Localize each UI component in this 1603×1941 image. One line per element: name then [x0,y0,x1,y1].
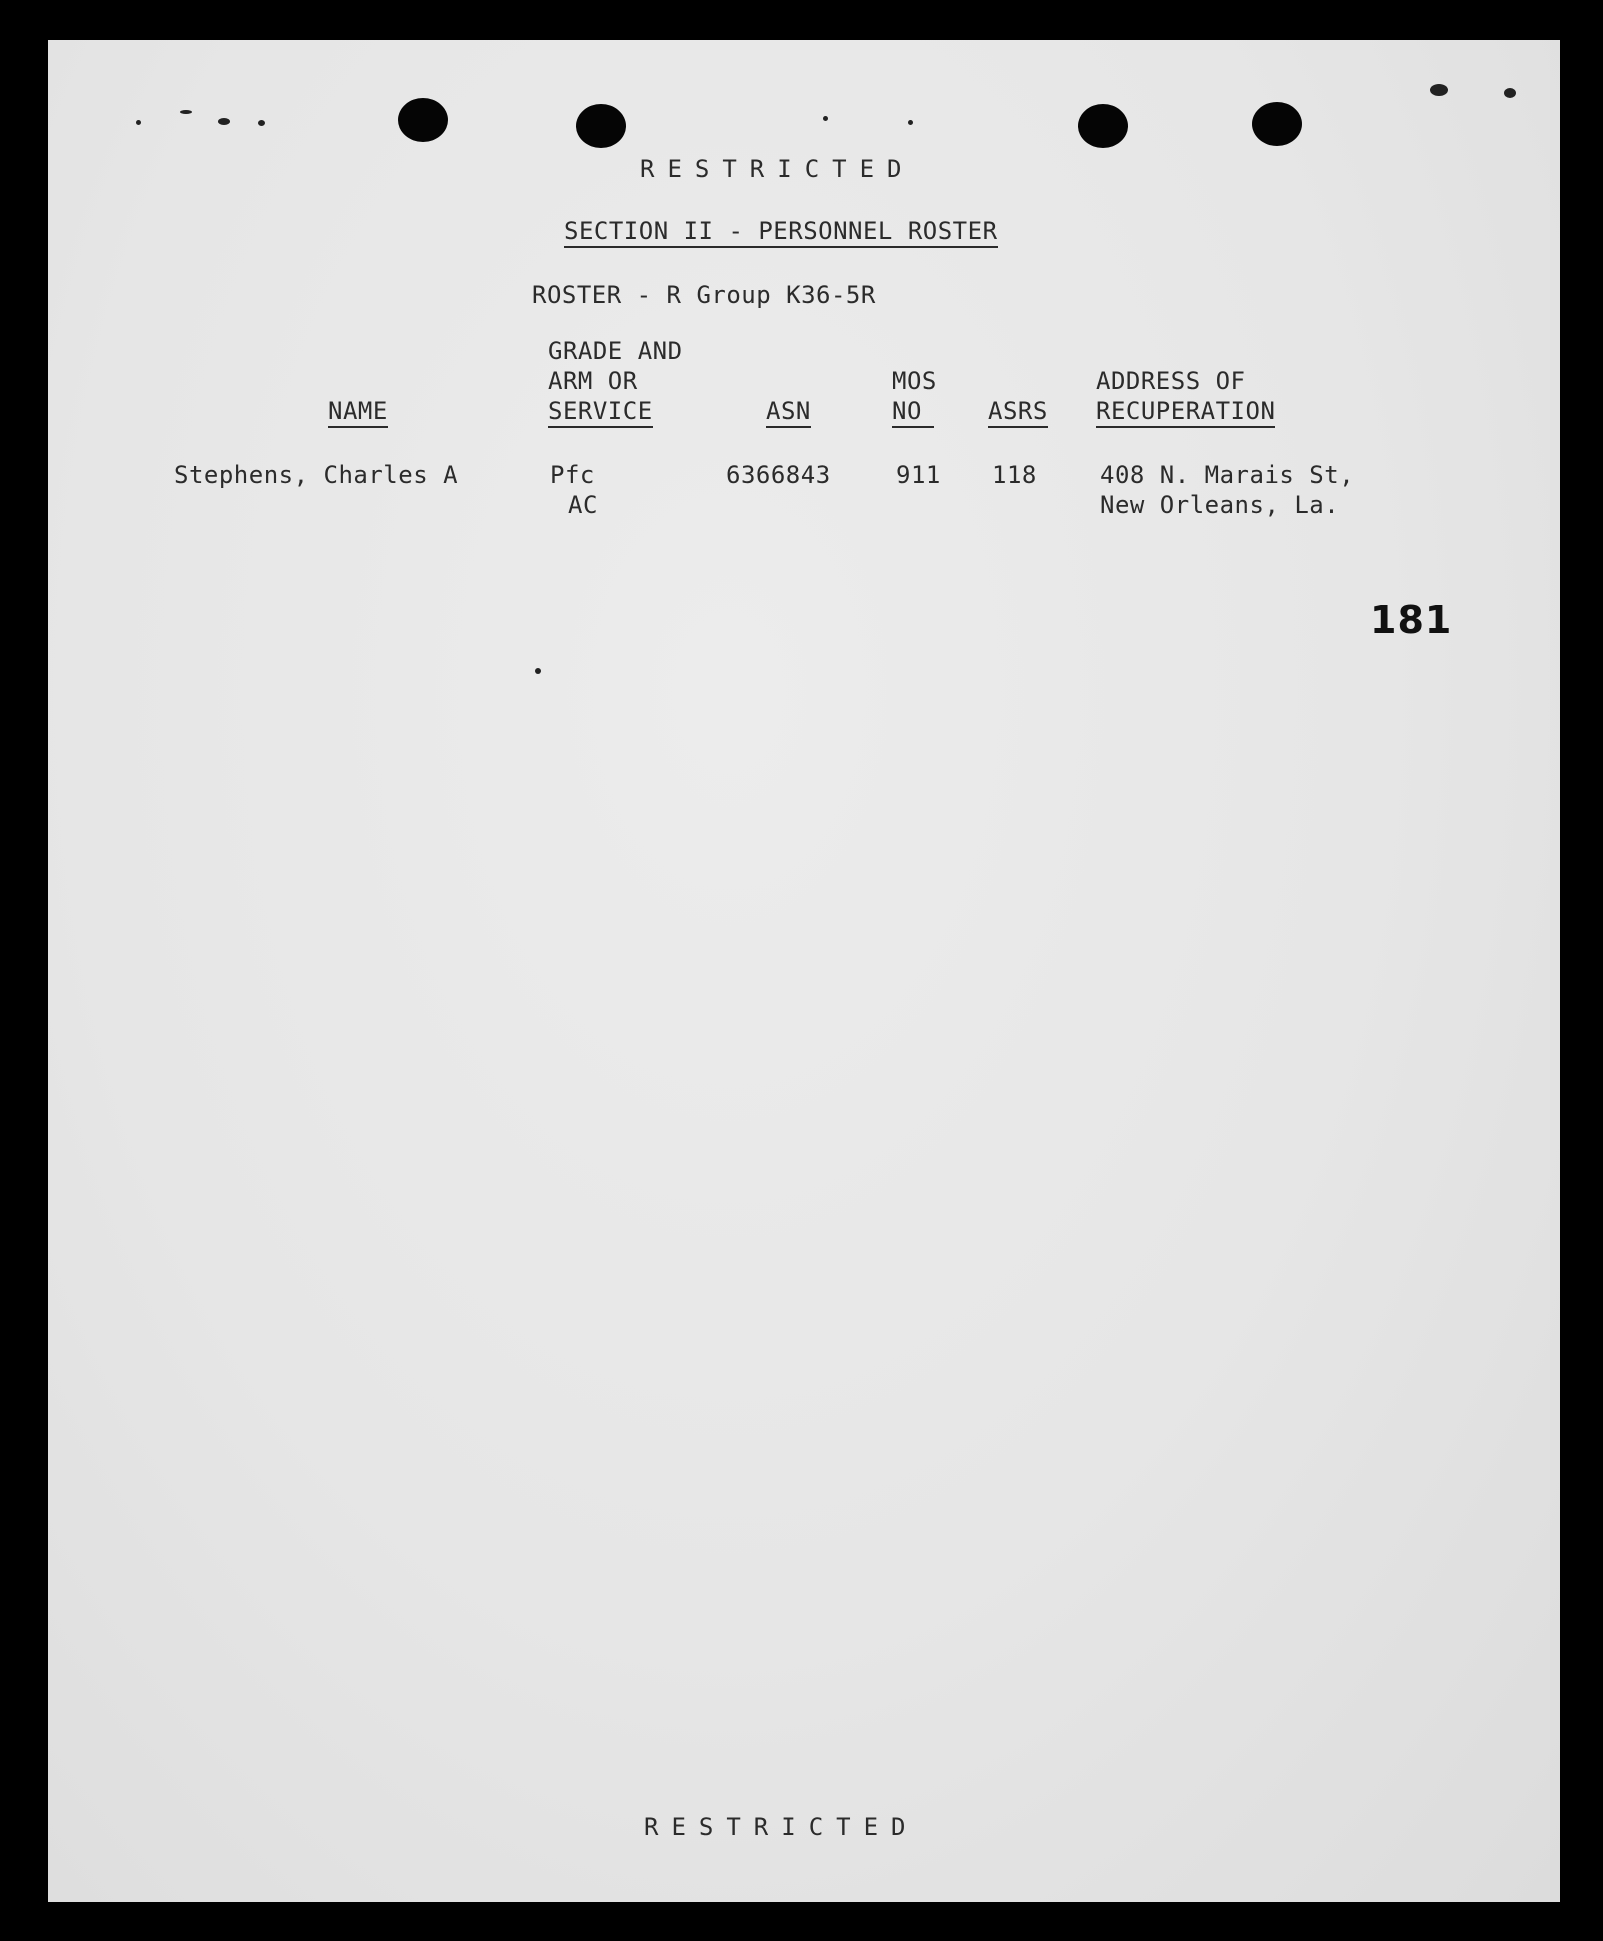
ink-speck [908,120,913,125]
column-header-address-line2: RECUPERATION [1096,396,1275,426]
column-header-mos-line1: MOS [892,367,937,395]
ink-speck [1430,84,1448,96]
cell-asrs: 118 [992,461,1037,489]
ink-speck [1504,88,1516,98]
cell-address-line1: 408 N. Marais St, [1100,461,1355,489]
cell-name: Stephens, Charles A [174,461,459,489]
column-header-grade-line3: SERVICE [548,396,653,426]
column-header-name: NAME [328,396,388,426]
column-header-address-line1: ADDRESS OF [1096,367,1246,395]
cell-address-line2: New Orleans, La. [1100,491,1340,519]
ink-speck [258,120,265,126]
cell-mos: 911 [896,461,941,489]
ink-speck [180,110,192,114]
cell-grade: Pfc [550,461,595,489]
classification-header: RESTRICTED [640,155,915,183]
page-number-stamp: 181 [1370,598,1453,642]
ink-speck [823,116,828,121]
ink-speck [218,118,230,125]
ink-speck [136,120,141,125]
column-header-grade-line2: ARM OR [548,367,638,395]
classification-footer: RESTRICTED [644,1813,919,1841]
column-header-asn: ASN [766,396,811,426]
ink-speck [535,668,541,674]
column-header-asrs: ASRS [988,396,1048,426]
cell-arm: AC [568,491,598,519]
section-title: SECTION II - PERSONNEL ROSTER [564,216,998,246]
column-header-mos-line2: NO [892,396,934,426]
roster-title: ROSTER - R Group K36-5R [532,281,876,309]
punch-hole [576,104,626,148]
punch-hole [1252,102,1302,146]
document-page [48,40,1560,1902]
punch-hole [398,98,448,142]
cell-asn: 6366843 [726,461,831,489]
column-header-grade-line1: GRADE AND [548,337,683,365]
punch-hole [1078,104,1128,148]
